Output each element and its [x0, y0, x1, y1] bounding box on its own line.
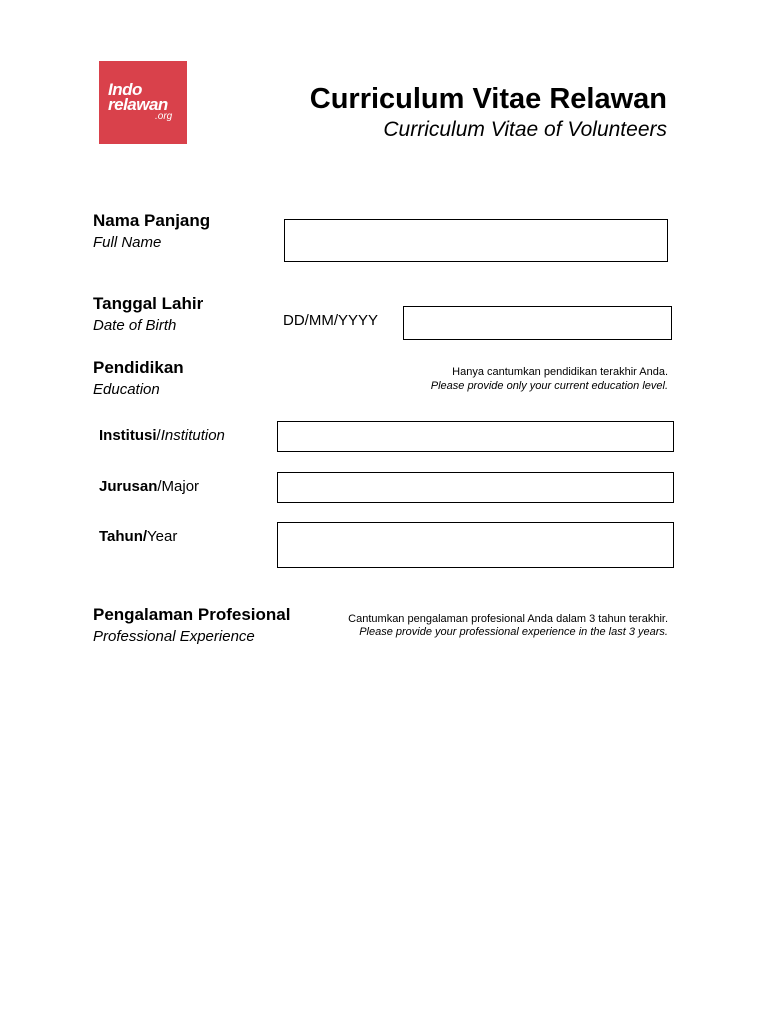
experience-note-en: Please provide your professional experience in the last 3 years. — [359, 626, 668, 638]
major-field[interactable] — [277, 472, 674, 503]
institution-label-en: Institution — [160, 427, 225, 444]
birth-date-label-en: Date of Birth — [93, 317, 177, 334]
full-name-label: Nama Panjang — [93, 211, 211, 230]
full-name-label-en: Full Name — [93, 234, 162, 251]
page-title: Curriculum Vitae Relawan — [309, 83, 667, 115]
education-note-en: Please provide only your current education level. — [430, 380, 668, 392]
year-label-id: Tahun/ — [99, 528, 148, 545]
education-label: Pendidikan — [93, 358, 184, 377]
institution-field[interactable] — [277, 421, 674, 452]
full-name-field[interactable] — [284, 219, 668, 262]
education-label-en: Education — [93, 381, 160, 398]
logo-text-relawan: relawan — [108, 95, 168, 114]
experience-note: Cantumkan pengalaman profesional Anda dalam 3 tahun terakhir. — [348, 613, 668, 625]
year-field[interactable] — [277, 522, 674, 568]
experience-label-en: Professional Experience — [93, 628, 255, 645]
major-label — [99, 478, 199, 496]
logo-text-indo: Indo — [108, 80, 142, 99]
institution-label — [99, 427, 225, 445]
logo-text-org: .org — [155, 111, 173, 122]
major-label-separator: / — [157, 478, 162, 495]
year-label — [99, 528, 177, 546]
indorelawan-logo — [99, 61, 187, 144]
birth-date-field[interactable] — [403, 306, 672, 340]
birth-date-label: Tanggal Lahir — [93, 294, 204, 313]
major-label-id: Jurusan — [99, 478, 158, 495]
page-subtitle: Curriculum Vitae of Volunteers — [383, 118, 667, 141]
institution-label-id: Institusi — [99, 427, 157, 444]
major-label-en: Major — [161, 478, 200, 495]
education-note: Hanya cantumkan pendidikan terakhir Anda. — [452, 366, 668, 378]
experience-label: Pengalaman Profesional — [93, 605, 291, 624]
date-format-hint: DD/MM/YYYY — [283, 312, 379, 329]
institution-label-separator: / — [156, 427, 161, 444]
year-label-en: Year — [147, 528, 178, 545]
